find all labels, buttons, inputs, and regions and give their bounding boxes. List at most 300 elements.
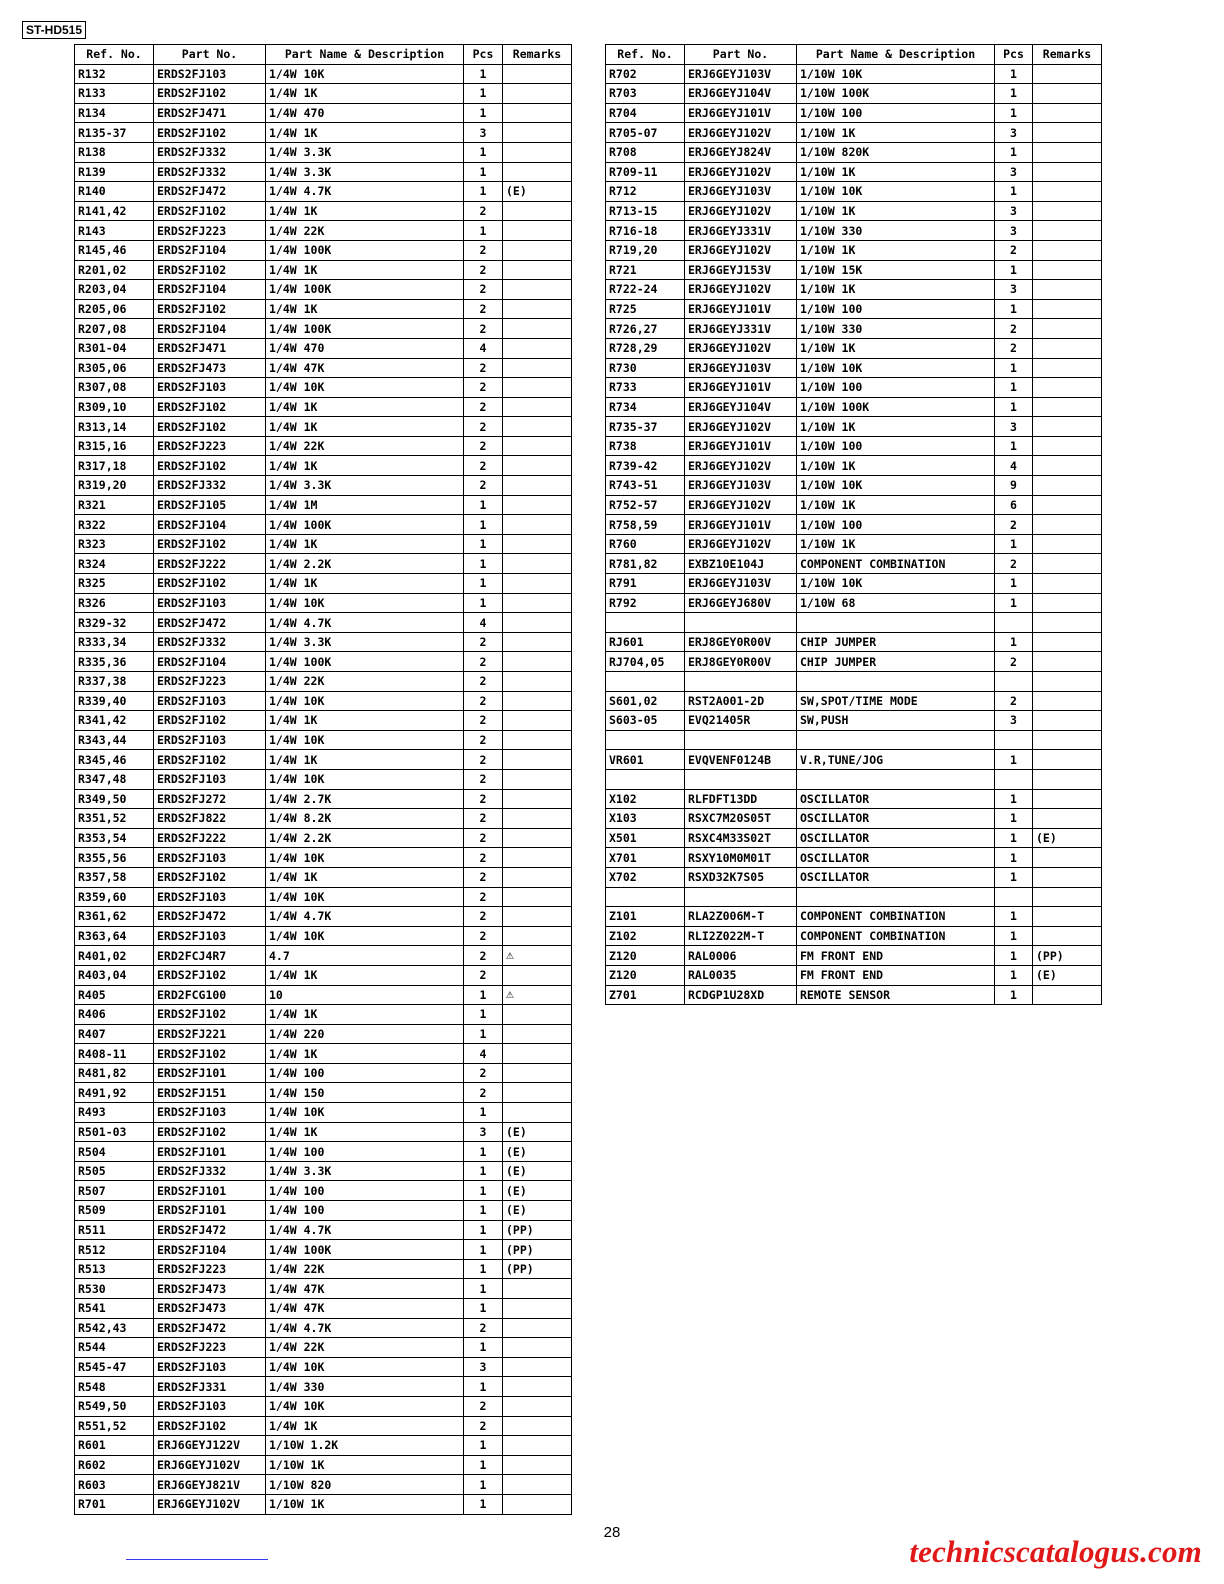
part-name-cell: 1/10W 68	[797, 593, 995, 613]
part-no-cell: ERJ6GEYJ102V	[685, 162, 797, 182]
remarks-cell	[1033, 926, 1102, 946]
pcs-cell: 1	[995, 574, 1033, 594]
part-no-cell: ERDS2FJ102	[154, 123, 266, 143]
ref-no-cell: R603	[75, 1475, 154, 1495]
pcs-cell: 2	[464, 965, 503, 985]
pcs-cell: 1	[464, 182, 503, 202]
pcs-cell: 1	[464, 103, 503, 123]
ref-no-cell: R702	[606, 64, 685, 84]
remarks-cell: (E)	[503, 1201, 572, 1221]
part-no-cell: ERDS2FJ102	[154, 965, 266, 985]
remarks-cell	[1033, 358, 1102, 378]
pcs-cell: 2	[464, 299, 503, 319]
part-name-cell: OSCILLATOR	[797, 809, 995, 829]
pcs-cell: 2	[464, 672, 503, 692]
part-name-cell: 1/4W 10K	[266, 1103, 464, 1123]
remarks-cell	[503, 1083, 572, 1103]
ref-no-cell	[606, 769, 685, 789]
part-name-cell: 1/10W 10K	[797, 476, 995, 496]
table-row	[606, 652, 1102, 672]
table-row	[606, 123, 1102, 143]
ref-no-cell: R403,04	[75, 965, 154, 985]
part-name-cell: SW,SPOT/TIME MODE	[797, 691, 995, 711]
part-no-cell: ERDS2FJ103	[154, 730, 266, 750]
remarks-cell: (E)	[1033, 828, 1102, 848]
ref-no-cell: R530	[75, 1279, 154, 1299]
table-row	[75, 1494, 572, 1514]
pcs-cell: 2	[464, 319, 503, 339]
part-no-cell: ERJ6GEYJ102V	[154, 1494, 266, 1514]
part-name-cell: 1/10W 100	[797, 299, 995, 319]
table-row	[75, 652, 572, 672]
part-no-cell: ERJ6GEYJ680V	[685, 593, 797, 613]
ref-no-cell: R133	[75, 84, 154, 104]
table-row	[75, 867, 572, 887]
table-row	[606, 848, 1102, 868]
remarks-cell	[503, 240, 572, 260]
table-row	[75, 1259, 572, 1279]
table-row	[75, 1436, 572, 1456]
part-name-cell: 1/10W 1K	[797, 495, 995, 515]
part-no-cell: ERDS2FJ103	[154, 593, 266, 613]
remarks-cell	[503, 64, 572, 84]
ref-no-cell: R733	[606, 378, 685, 398]
table-row	[75, 1279, 572, 1299]
ref-no-cell: R401,02	[75, 946, 154, 966]
remarks-cell	[503, 162, 572, 182]
pcs-cell: 2	[464, 1063, 503, 1083]
ref-no-cell: R323	[75, 534, 154, 554]
part-no-cell	[685, 730, 797, 750]
part-no-cell: ERJ6GEYJ101V	[685, 436, 797, 456]
pcs-cell: 1	[464, 1005, 503, 1025]
table-row	[606, 64, 1102, 84]
part-name-cell: 1/10W 100K	[797, 397, 995, 417]
pcs-cell: 1	[995, 103, 1033, 123]
pcs-cell: 3	[995, 711, 1033, 731]
table-row	[75, 593, 572, 613]
pcs-cell: 1	[464, 574, 503, 594]
pcs-cell: 1	[464, 142, 503, 162]
pcs-cell: 2	[464, 711, 503, 731]
part-name-cell: 4.7	[266, 946, 464, 966]
table-row	[75, 985, 572, 1005]
table-row	[606, 711, 1102, 731]
part-name-cell: COMPONENT COMBINATION	[797, 554, 995, 574]
part-no-cell: ERJ6GEYJ102V	[685, 201, 797, 221]
remarks-cell	[503, 338, 572, 358]
part-name-cell: 1/4W 3.3K	[266, 1161, 464, 1181]
table-row	[606, 456, 1102, 476]
table-row	[75, 809, 572, 829]
remarks-cell	[503, 1299, 572, 1319]
pcs-cell	[995, 730, 1033, 750]
part-no-cell: ERD2FCG100	[154, 985, 266, 1005]
table-row	[75, 64, 572, 84]
pcs-cell: 9	[995, 476, 1033, 496]
pcs-cell: 2	[464, 809, 503, 829]
pcs-cell: 1	[464, 1279, 503, 1299]
pcs-cell: 1	[995, 358, 1033, 378]
part-name-cell: 1/4W 10K	[266, 926, 464, 946]
part-name-cell: 1/4W 10K	[266, 848, 464, 868]
part-no-cell: ERDS2FJ332	[154, 142, 266, 162]
part-name-cell: 1/4W 4.7K	[266, 1220, 464, 1240]
table-row	[606, 397, 1102, 417]
pcs-cell: 2	[464, 769, 503, 789]
ref-no-cell: R709-11	[606, 162, 685, 182]
remarks-cell	[1033, 495, 1102, 515]
remarks-cell	[1033, 769, 1102, 789]
ref-no-cell: R135-37	[75, 123, 154, 143]
ref-no-cell: R601	[75, 1436, 154, 1456]
table-row	[606, 201, 1102, 221]
pcs-cell: 2	[464, 201, 503, 221]
pcs-cell: 1	[995, 926, 1033, 946]
part-no-cell: EVQ21405R	[685, 711, 797, 731]
table-row	[606, 476, 1102, 496]
table-row	[75, 476, 572, 496]
pcs-cell: 2	[464, 789, 503, 809]
part-no-cell: ERJ6GEYJ102V	[685, 280, 797, 300]
remarks-cell	[503, 495, 572, 515]
part-no-cell: ERJ8GEY0R00V	[685, 652, 797, 672]
table-row	[75, 1377, 572, 1397]
remarks-cell	[503, 1377, 572, 1397]
part-no-cell: ERJ6GEYJ101V	[685, 103, 797, 123]
ref-no-cell: R743-51	[606, 476, 685, 496]
pcs-cell: 2	[464, 378, 503, 398]
part-name-cell: 1/4W 1K	[266, 1122, 464, 1142]
part-no-cell: ERDS2FJ472	[154, 1220, 266, 1240]
pcs-cell: 2	[464, 1318, 503, 1338]
pcs-cell: 1	[464, 1259, 503, 1279]
part-no-cell: ERDS2FJ272	[154, 789, 266, 809]
part-no-cell: ERDS2FJ102	[154, 201, 266, 221]
part-name-cell: 1/4W 100	[266, 1201, 464, 1221]
remarks-cell	[1033, 240, 1102, 260]
ref-no-cell: R408-11	[75, 1044, 154, 1064]
part-name-cell: 1/10W 1K	[797, 534, 995, 554]
table-row	[606, 142, 1102, 162]
part-name-cell: 1/4W 10K	[266, 378, 464, 398]
part-no-cell: ERDS2FJ473	[154, 1279, 266, 1299]
pcs-cell: 2	[464, 358, 503, 378]
part-no-cell: ERJ8GEY0R00V	[685, 632, 797, 652]
ref-no-cell: Z101	[606, 907, 685, 927]
pcs-cell: 2	[464, 887, 503, 907]
table-row	[606, 84, 1102, 104]
table-row	[606, 574, 1102, 594]
part-name-cell: CHIP JUMPER	[797, 652, 995, 672]
pcs-cell: 1	[464, 221, 503, 241]
table-row	[75, 789, 572, 809]
part-name-cell: 1/4W 1K	[266, 201, 464, 221]
col-part-no: Part No.	[685, 45, 797, 65]
part-name-cell: COMPONENT COMBINATION	[797, 926, 995, 946]
ref-no-cell: R361,62	[75, 907, 154, 927]
part-name-cell: 1/4W 100K	[266, 652, 464, 672]
part-name-cell: 1/4W 1K	[266, 534, 464, 554]
part-no-cell: ERDS2FJ471	[154, 338, 266, 358]
remarks-cell	[503, 456, 572, 476]
pcs-cell: 2	[464, 750, 503, 770]
ref-no-cell: R335,36	[75, 652, 154, 672]
pcs-cell	[995, 887, 1033, 907]
ref-no-cell: R357,58	[75, 867, 154, 887]
part-no-cell: ERDS2FJ105	[154, 495, 266, 515]
part-no-cell: ERDS2FJ102	[154, 260, 266, 280]
part-no-cell: ERDS2FJ102	[154, 1005, 266, 1025]
part-name-cell: 10	[266, 985, 464, 1005]
part-name-cell: OSCILLATOR	[797, 867, 995, 887]
ref-no-cell: R321	[75, 495, 154, 515]
safety-warning-icon: ⚠	[503, 946, 572, 966]
ref-no-cell: R326	[75, 593, 154, 613]
pcs-cell: 3	[995, 221, 1033, 241]
remarks-cell: (PP)	[1033, 946, 1102, 966]
table-row	[606, 515, 1102, 535]
remarks-cell	[503, 711, 572, 731]
part-no-cell: RLFDFT13DD	[685, 789, 797, 809]
part-no-cell: ERDS2FJ102	[154, 711, 266, 731]
parts-table-right	[605, 44, 1102, 1005]
pcs-cell: 1	[464, 515, 503, 535]
pcs-cell: 2	[464, 1083, 503, 1103]
ref-no-cell: R504	[75, 1142, 154, 1162]
remarks-cell	[503, 1005, 572, 1025]
ref-no-cell: R792	[606, 593, 685, 613]
part-name-cell: 1/10W 1K	[797, 338, 995, 358]
table-row	[606, 338, 1102, 358]
pcs-cell	[995, 769, 1033, 789]
part-no-cell: RLI2Z022M-T	[685, 926, 797, 946]
ref-no-cell: R703	[606, 84, 685, 104]
remarks-cell	[1033, 476, 1102, 496]
remarks-cell	[1033, 182, 1102, 202]
table-row	[75, 632, 572, 652]
ref-no-cell: R791	[606, 574, 685, 594]
pcs-cell: 3	[995, 280, 1033, 300]
pcs-cell: 1	[464, 1494, 503, 1514]
part-name-cell: 1/10W 10K	[797, 64, 995, 84]
part-name-cell: 1/10W 1K	[797, 162, 995, 182]
pcs-cell: 1	[995, 593, 1033, 613]
pcs-cell: 4	[464, 1044, 503, 1064]
pcs-cell: 2	[995, 338, 1033, 358]
part-name-cell	[797, 769, 995, 789]
ref-no-cell: Z701	[606, 985, 685, 1005]
remarks-cell	[1033, 789, 1102, 809]
pcs-cell: 1	[464, 1024, 503, 1044]
col-remarks: Remarks	[1033, 45, 1102, 65]
table-row	[606, 299, 1102, 319]
part-name-cell: 1/10W 1K	[797, 456, 995, 476]
part-no-cell: ERDS2FJ103	[154, 1396, 266, 1416]
part-no-cell: ERDS2FJ332	[154, 632, 266, 652]
pcs-cell: 1	[995, 965, 1033, 985]
pcs-cell: 1	[464, 1201, 503, 1221]
remarks-cell	[1033, 260, 1102, 280]
part-name-cell	[797, 887, 995, 907]
remarks-cell	[503, 965, 572, 985]
ref-no-cell	[606, 672, 685, 692]
part-no-cell: ERJ6GEYJ104V	[685, 84, 797, 104]
part-name-cell: 1/10W 820K	[797, 142, 995, 162]
part-no-cell: ERDS2FJ102	[154, 397, 266, 417]
remarks-cell: (E)	[503, 1142, 572, 1162]
ref-no-cell: R353,54	[75, 828, 154, 848]
pcs-cell: 2	[464, 280, 503, 300]
part-no-cell: ERDS2FJ101	[154, 1063, 266, 1083]
ref-no-cell: Z102	[606, 926, 685, 946]
ref-no-cell: R405	[75, 985, 154, 1005]
part-no-cell: ERDS2FJ104	[154, 515, 266, 535]
part-no-cell: ERJ6GEYJ103V	[685, 358, 797, 378]
pcs-cell: 3	[464, 1357, 503, 1377]
remarks-cell	[503, 828, 572, 848]
ref-no-cell: R708	[606, 142, 685, 162]
table-row	[75, 907, 572, 927]
ref-no-cell: R351,52	[75, 809, 154, 829]
table-row	[606, 946, 1102, 966]
remarks-cell	[503, 750, 572, 770]
part-no-cell: ERDS2FJ103	[154, 769, 266, 789]
ref-no-cell: R201,02	[75, 260, 154, 280]
remarks-cell	[503, 652, 572, 672]
pcs-cell: 1	[464, 1475, 503, 1495]
part-no-cell	[685, 769, 797, 789]
remarks-cell	[503, 613, 572, 633]
remarks-cell	[503, 1494, 572, 1514]
remarks-cell	[503, 1103, 572, 1123]
remarks-cell: (E)	[503, 1181, 572, 1201]
part-name-cell	[797, 613, 995, 633]
part-no-cell: ERDS2FJ473	[154, 1299, 266, 1319]
part-name-cell: OSCILLATOR	[797, 828, 995, 848]
part-name-cell: 1/10W 820	[266, 1475, 464, 1495]
pcs-cell: 1	[995, 946, 1033, 966]
table-row	[606, 378, 1102, 398]
part-no-cell: ERDS2FJ471	[154, 103, 266, 123]
table-row	[606, 887, 1102, 907]
col-part-name: Part Name & Description	[797, 45, 995, 65]
part-no-cell: RAL0035	[685, 965, 797, 985]
table-row	[75, 750, 572, 770]
part-no-cell: ERDS2FJ103	[154, 1103, 266, 1123]
part-name-cell: 1/4W 47K	[266, 1279, 464, 1299]
part-name-cell: 1/4W 3.3K	[266, 162, 464, 182]
ref-no-cell: R501-03	[75, 1122, 154, 1142]
pcs-cell: 2	[464, 397, 503, 417]
pcs-cell: 1	[464, 1338, 503, 1358]
remarks-cell	[1033, 867, 1102, 887]
ref-no-cell: R359,60	[75, 887, 154, 907]
ref-no-cell: R544	[75, 1338, 154, 1358]
part-no-cell: ERDS2FJ104	[154, 319, 266, 339]
part-no-cell	[685, 672, 797, 692]
part-no-cell: ERDS2FJ102	[154, 1044, 266, 1064]
pcs-cell: 2	[464, 632, 503, 652]
table-row	[75, 1240, 572, 1260]
pcs-cell: 1	[995, 84, 1033, 104]
part-no-cell: ERDS2FJ104	[154, 652, 266, 672]
pcs-cell: 1	[464, 64, 503, 84]
ref-no-cell: R511	[75, 1220, 154, 1240]
part-name-cell: 1/4W 10K	[266, 887, 464, 907]
part-name-cell: 1/4W 22K	[266, 221, 464, 241]
ref-no-cell: R317,18	[75, 456, 154, 476]
ref-no-cell: R701	[75, 1494, 154, 1514]
table-row	[75, 887, 572, 907]
ref-no-cell: R735-37	[606, 417, 685, 437]
pcs-cell: 2	[464, 417, 503, 437]
pcs-cell: 1	[995, 64, 1033, 84]
table-row	[75, 436, 572, 456]
table-row	[75, 1142, 572, 1162]
ref-no-cell: R719,20	[606, 240, 685, 260]
part-name-cell: 1/4W 10K	[266, 593, 464, 613]
part-no-cell: ERDS2FJ102	[154, 1122, 266, 1142]
table-row	[606, 162, 1102, 182]
table-row	[606, 965, 1102, 985]
table-row	[75, 848, 572, 868]
pcs-cell: 2	[464, 436, 503, 456]
remarks-cell	[503, 260, 572, 280]
part-no-cell: ERDS2FJ472	[154, 613, 266, 633]
ref-no-cell: R406	[75, 1005, 154, 1025]
part-no-cell: ERJ6GEYJ102V	[685, 495, 797, 515]
table-row	[606, 240, 1102, 260]
remarks-cell	[503, 1044, 572, 1064]
part-name-cell: 1/4W 100K	[266, 280, 464, 300]
remarks-cell	[503, 574, 572, 594]
part-name-cell: 1/10W 1K	[797, 240, 995, 260]
part-name-cell: 1/10W 330	[797, 319, 995, 339]
ref-no-cell: R738	[606, 436, 685, 456]
remarks-cell	[503, 1416, 572, 1436]
pcs-cell: 1	[464, 1142, 503, 1162]
part-name-cell: 1/10W 100K	[797, 84, 995, 104]
table-row	[75, 103, 572, 123]
table-row	[75, 1299, 572, 1319]
ref-no-cell: R758,59	[606, 515, 685, 535]
remarks-cell	[503, 848, 572, 868]
part-name-cell: 1/4W 2.2K	[266, 554, 464, 574]
table-row	[606, 730, 1102, 750]
ref-no-cell: R725	[606, 299, 685, 319]
pcs-cell: 2	[464, 1416, 503, 1436]
table-row	[606, 926, 1102, 946]
remarks-cell	[1033, 84, 1102, 104]
part-name-cell: 1/4W 4.7K	[266, 182, 464, 202]
table-row	[75, 456, 572, 476]
pcs-cell: 2	[464, 260, 503, 280]
part-no-cell: ERDS2FJ103	[154, 691, 266, 711]
table-row	[606, 358, 1102, 378]
part-name-cell: 1/4W 3.3K	[266, 476, 464, 496]
ref-no-cell: R722-24	[606, 280, 685, 300]
part-name-cell: 1/4W 10K	[266, 730, 464, 750]
ref-no-cell: R325	[75, 574, 154, 594]
remarks-cell	[503, 1475, 572, 1495]
part-name-cell: 1/4W 100K	[266, 319, 464, 339]
remarks-cell	[503, 436, 572, 456]
part-no-cell: ERJ6GEYJ102V	[685, 240, 797, 260]
ref-no-cell: R481,82	[75, 1063, 154, 1083]
table-row	[606, 809, 1102, 829]
part-name-cell: FM FRONT END	[797, 946, 995, 966]
